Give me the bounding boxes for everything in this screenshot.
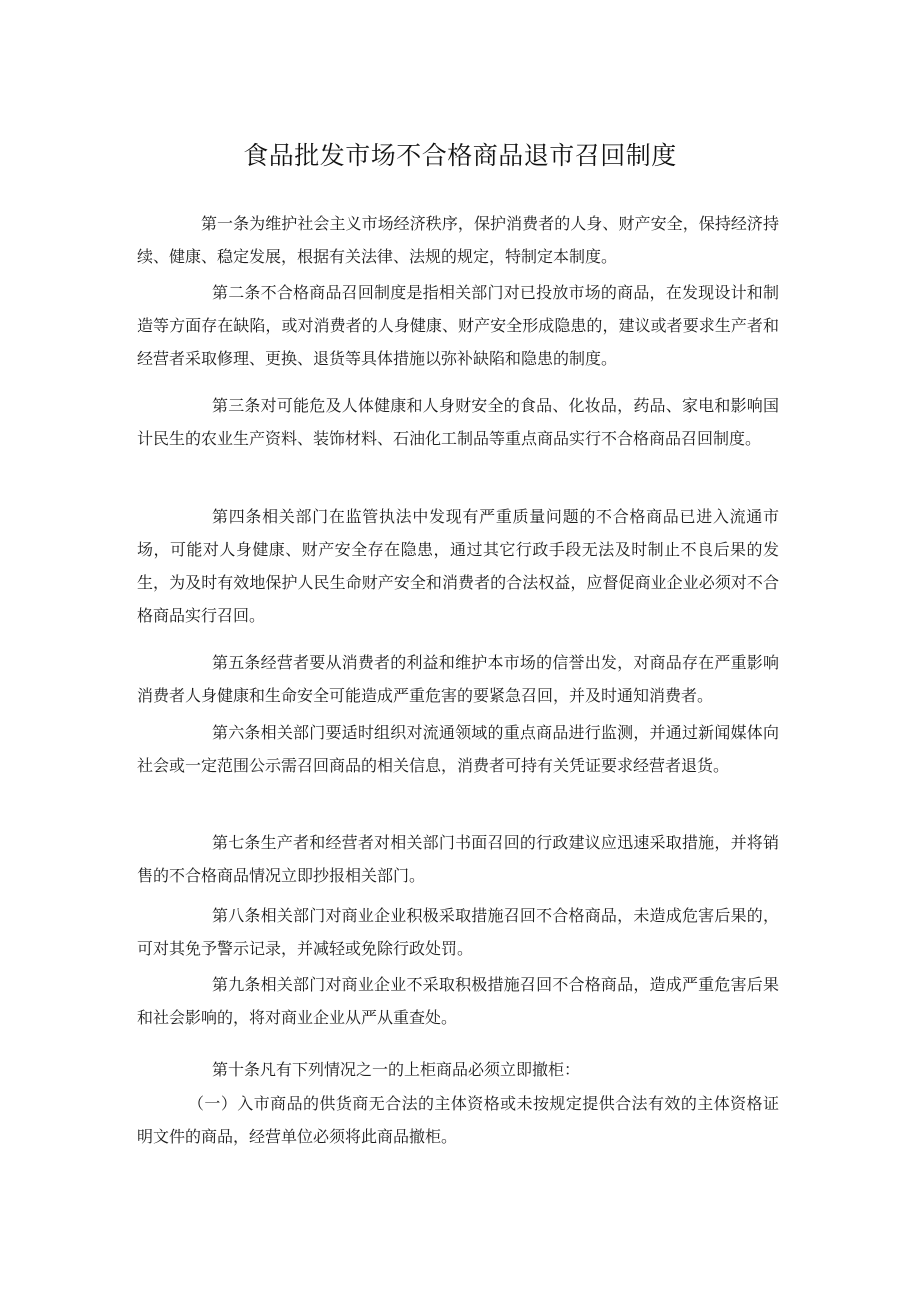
article-5: 第五条经营者要从消费者的利益和维护本市场的信誉出发，对商品存在严重影响消费者人身健康和生命安全可能造成严重危害的要紧急召回，并及时通知消费者。	[137, 653, 779, 705]
article-7: 第七条生产者和经营者对相关部门书面召回的行政建议应迅速采取措施，并将销售的不合格商品情况立即抄报相关部门。	[137, 833, 779, 885]
article-8: 第八条相关部门对商业企业积极采取措施召回不合格商品，未造成危害后果的，可对其免予警示记录，并减轻或免除行政处罚。	[137, 906, 779, 958]
article-2: 第二条不合格商品召回制度是指相关部门对已投放市场的商品，在发现设计和制造等方面存在缺陷，或对消费者的人身健康、财产安全形成隐患的，建议或者要求生产者和经营者采取修理、更换、退货等具体措施以弥补缺陷和隐患的制度。	[137, 283, 779, 368]
article-1: 第一条为维护社会主义市场经济秩序，保护消费者的人身、财产安全，保持经济持续、健康、稳定发展，根据有关法律、法规的规定，特制定本制度。	[137, 214, 779, 266]
article-3: 第三条对可能危及人体健康和人身财安全的食品、化妆品，药品、家电和影响国计民生的农业生产资料、装饰材料、石油化工制品等重点商品实行不合格商品召回制度。	[137, 396, 779, 448]
article-10-item-1: （一）入市商品的供货商无合法的主体资格或未按规定提供合法有效的主体资格证明文件的商品，经营单位必须将此商品撤柜。	[137, 1094, 779, 1146]
article-9: 第九条相关部门对商业企业不采取积极措施召回不合格商品，造成严重危害后果和社会影响的，将对商业企业从严从重查处。	[137, 975, 779, 1027]
article-4: 第四条相关部门在监管执法中发现有严重质量问题的不合格商品已进入流通市场，可能对人身健康、财产安全存在隐患，通过其它行政手段无法及时制止不良后果的发生，为及时有效地保护人民生命财产安全和消费者的合法权益，应督促商业企业必须对不合格商品实行召回。	[137, 507, 779, 625]
document-title: 食品批发市场不合格商品退市召回制度	[243, 141, 677, 170]
article-6: 第六条相关部门要适时组织对流通领域的重点商品进行监测，并通过新闻媒体向社会或一定范围公示需召回商品的相关信息，消费者可持有关凭证要求经营者退货。	[137, 723, 779, 775]
article-10: 第十条凡有下列情况之一的上柜商品必须立即撤柜：	[212, 1060, 581, 1079]
